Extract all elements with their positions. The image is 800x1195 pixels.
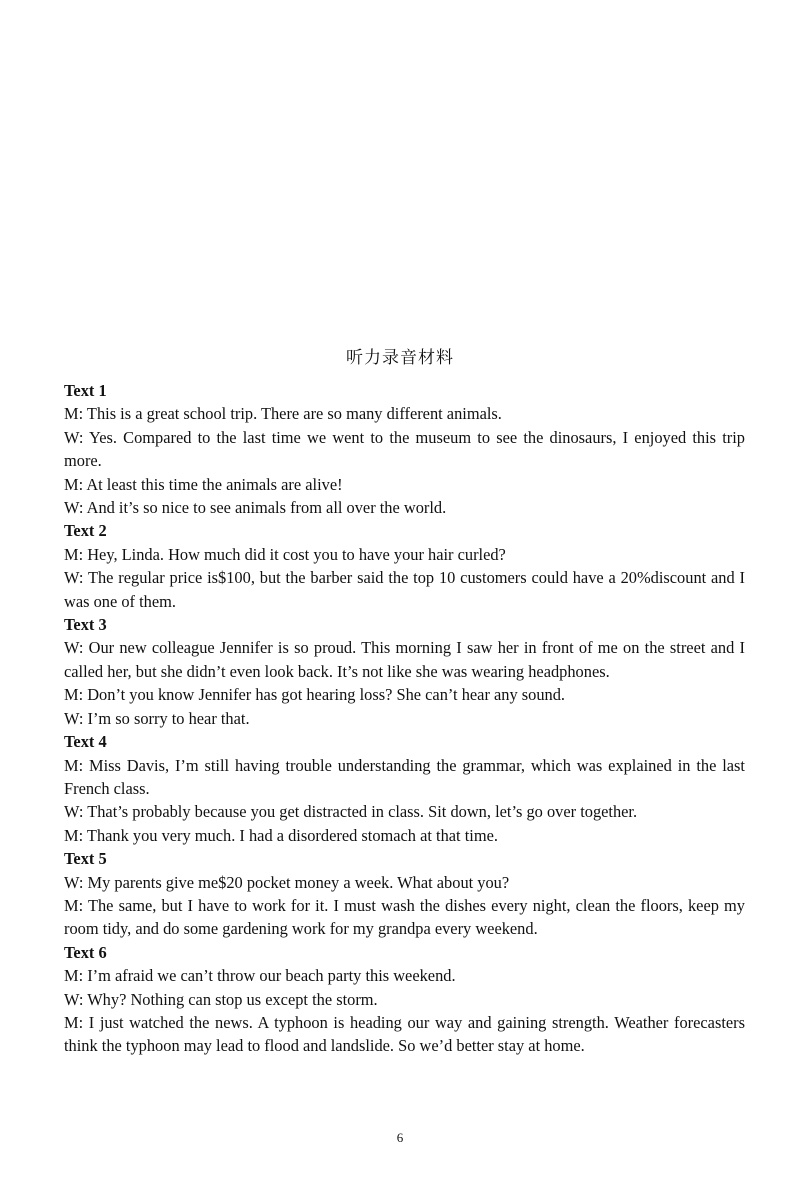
dialogue-line: W: Why? Nothing can stop us except the storm. [64,989,378,1009]
dialogue-line: W: The regular price is$100, but the barber said the top 10 customers could have a 20%discount and I was one of them. [64,568,745,611]
dialogue-line: M: I’m afraid we can’t throw our beach party this weekend. [64,966,456,986]
dialogue-line: W: I’m so sorry to hear that. [64,708,250,728]
dialogue-line: M: I just watched the news. A typhoon is heading our way and gaining strength. Weather forecasters think the typhoon may lead to flood and landslide. So we’d better stay at home. [64,1012,745,1056]
dialogue-line: W: Our new colleague Jennifer is so proud. This morning I saw her in front of me on the street and I called her, but she didn’t even look back. It’s not like she was wearing headphones. [64,638,745,681]
text-1-heading: Text 1 [64,381,107,400]
dialogue-line: W: And it’s so nice to see animals from all over the world. [64,498,447,518]
page-number: 6 [396,1130,404,1145]
dialogue-line: W: That’s probably because you get distracted in class. Sit down, let’s go over together. [64,802,638,822]
text-5-heading: Text 5 [64,849,107,869]
dialogue-line: W: Yes. Compared to the last time we went to the museum to see the dinosaurs, I enjoyed this trip more. [64,427,745,471]
page-title: 听力录音材料 [346,348,454,368]
transcript-body [64,379,745,1058]
dialogue-line: M: This is a great school trip. There are so many different animals. [64,404,502,424]
dialogue-line: M: Hey, Linda. How much did it cost you to have your hair curled? [64,544,506,564]
text-3-heading: Text 3 [64,615,107,635]
dialogue-line: M: At least this time the animals are alive! [64,474,343,494]
dialogue-line: W: My parents give me$20 pocket money a week. What about you? [64,872,510,892]
text-2-heading: Text 2 [64,521,107,541]
dialogue-line: M: Don’t you know Jennifer has got hearing loss? She can’t hear any sound. [64,685,566,705]
dialogue-line: M: The same, but I have to work for it. I must wash the dishes every night, clean the floors, keep my room tidy, and do some gardening work for my grandpa every weekend. [64,895,745,939]
text-4-heading: Text 4 [64,732,107,752]
dialogue-line: M: Thank you very much. I had a disordered stomach at that time. [64,825,498,845]
dialogue-line: M: Miss Davis, I’m still having trouble understanding the grammar, which was explained in the last French class. [64,755,745,798]
text-6-heading: Text 6 [64,942,107,962]
